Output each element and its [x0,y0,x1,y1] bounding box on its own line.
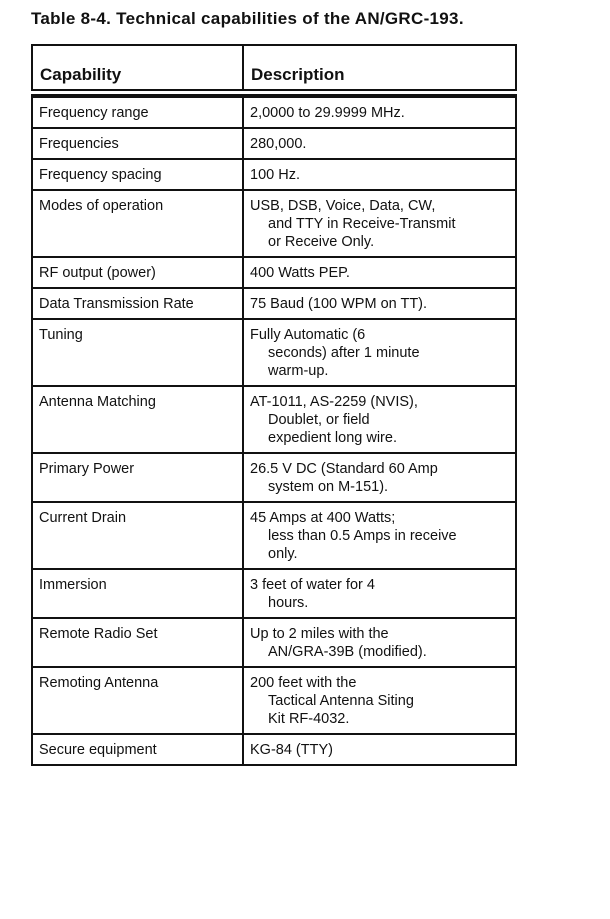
description-line: USB, DSB, Voice, Data, CW, [250,198,436,214]
description-cell [243,190,516,257]
description-line: and TTY in Receive-Transmit [268,216,456,232]
description-line: AT-1011, AS-2259 (NVIS), [250,394,418,410]
description-cell [243,386,516,453]
description-line: 400 Watts PEP. [250,265,350,281]
table-row [32,97,516,128]
capability-cell: Frequency range [32,97,243,128]
capability-cell: RF output (power) [32,257,243,288]
description-cell [243,667,516,734]
capability-cell: Frequencies [32,128,243,159]
capability-cell: Primary Power [32,453,243,502]
table-row [32,190,516,257]
column-header-description: Description [243,45,516,93]
capability-cell: Data Transmission Rate [32,288,243,319]
table-row [32,569,516,618]
capability-cell: Antenna Matching [32,386,243,453]
table-row [32,453,516,502]
description-cell [243,128,516,159]
table-header-row [32,45,516,93]
description-cell [243,319,516,386]
capability-cell: Tuning [32,319,243,386]
description-cell [243,97,516,128]
description-cell [243,159,516,190]
description-line: 45 Amps at 400 Watts; [250,510,396,526]
table-row [32,386,516,453]
description-cell [243,569,516,618]
table-title: Table 8-4. Technical capabilities of the AN/GRC-193. [31,9,464,28]
table-row [32,257,516,288]
description-cell [243,288,516,319]
description-line: 280,000. [250,136,307,152]
table-row [32,667,516,734]
description-line: only. [268,546,298,562]
description-line: 200 feet with the [250,675,357,691]
capability-cell: Remoting Antenna [32,667,243,734]
capability-cell: Modes of operation [32,190,243,257]
description-line: or Receive Only. [268,234,375,250]
description-line: system on M-151). [268,479,389,495]
table-row [32,128,516,159]
description-line: Fully Automatic (6 [250,327,366,343]
description-line: 100 Hz. [250,167,300,183]
description-cell [243,734,516,765]
description-cell [243,453,516,502]
capabilities-table [31,44,517,766]
description-line: hours. [268,595,309,611]
table-row [32,159,516,190]
table-row [32,502,516,569]
description-line: warm-up. [268,363,329,379]
capability-cell: Current Drain [32,502,243,569]
table-row [32,734,516,765]
table-row [32,319,516,386]
description-line: seconds) after 1 minute [268,345,420,361]
description-line: expedient long wire. [268,430,397,446]
description-cell [243,502,516,569]
column-header-capability: Capability [32,45,243,93]
capability-cell: Frequency spacing [32,159,243,190]
capability-cell: Immersion [32,569,243,618]
description-line: 26.5 V DC (Standard 60 Amp [250,461,438,477]
description-line: less than 0.5 Amps in receive [268,528,457,544]
description-cell [243,618,516,667]
description-line: Doublet, or field [268,412,370,428]
description-cell [243,257,516,288]
capability-cell: Remote Radio Set [32,618,243,667]
description-line: AN/GRA-39B (modified). [268,644,427,660]
table-row [32,288,516,319]
table-row [32,618,516,667]
description-line: 3 feet of water for 4 [250,577,375,593]
description-line: Kit RF-4032. [268,711,350,727]
capability-cell: Secure equipment [32,734,243,765]
description-line: 75 Baud (100 WPM on TT). [250,296,428,312]
description-line: Tactical Antenna Siting [268,693,414,709]
description-line: 2,0000 to 29.9999 MHz. [250,105,405,121]
description-line: Up to 2 miles with the [250,626,389,642]
description-line: KG-84 (TTY) [250,742,333,758]
